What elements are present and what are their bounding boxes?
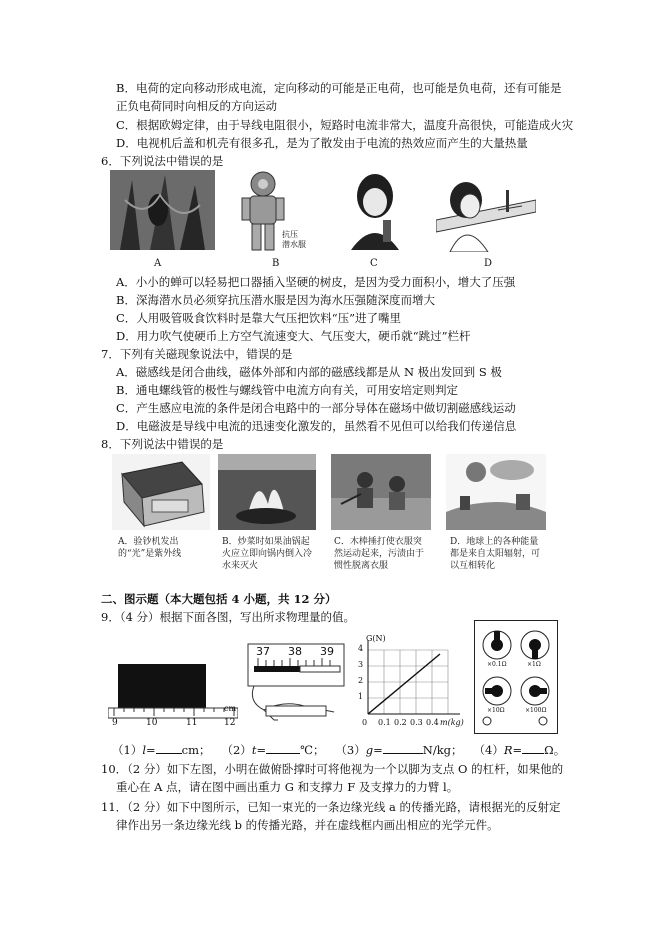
- person-drinking-image: [343, 170, 407, 250]
- answer-4-prefix: （4）: [473, 743, 504, 757]
- q7-option-d: D．电磁波是导线中电流的迅速变化激发的，虽然看不见但可以给我们传递信息: [116, 419, 517, 433]
- q6-stem: 6．下列说法中错误的是: [101, 154, 224, 168]
- q7-option-c: C．产生感应电流的条件是闭合电路中的一部分导体在磁场中做切割磁感线运动: [116, 401, 516, 415]
- ruler-tick-12: 12: [224, 718, 236, 728]
- graph-xtick-2: 0.2: [394, 718, 407, 727]
- q5-option-b-line1: B．电荷的定向移动形成电流，定向移动的可能是正电荷，也可能是负电荷，还有可能是: [116, 81, 562, 95]
- q7-option-b: B．通电螺线管的极性与螺线管中电流方向有关，可用安培定则判定: [116, 383, 458, 397]
- q10-line2: 重心在 A 点，请在图中画出重力 G 和支撑力 F 及支撑力的力臂 l。: [116, 780, 459, 794]
- answer-4-unit: Ω。: [544, 743, 566, 757]
- q8-stem: 8．下列说法中错误的是: [101, 437, 224, 451]
- q5-option-b-line2: 正负电荷同时向相反的方向运动: [116, 99, 277, 113]
- q8-caption-a: A．验钞机发出的“光”是紫外线: [118, 537, 182, 559]
- ruler-tick-10: 10: [146, 718, 158, 728]
- q6-figure-d-coin: [436, 170, 536, 252]
- thermo-tick-37: 37: [256, 645, 270, 658]
- q9-thermometer-figure: [244, 640, 348, 724]
- answer-3-unit: N/kg；: [422, 743, 463, 757]
- answer-3-eq: =: [373, 743, 383, 757]
- graph-xtick-3: 0.3: [410, 718, 423, 727]
- graph-xlabel: m(kg): [440, 718, 464, 727]
- ruler-unit: cm: [224, 704, 237, 713]
- multiplier-1: ×1Ω: [527, 661, 541, 668]
- answer-4-blank[interactable]: [522, 742, 544, 754]
- answer-1-prefix: （1）: [112, 743, 143, 757]
- answer-4-eq: =: [512, 743, 523, 757]
- q6-option-c: C．人用吸管吸食饮料时是靠大气压把饮料“压”进了嘴里: [116, 311, 402, 325]
- q10-line1: 10．（2 分）如下左图，小明在做俯卧撑时可将他视为一个以脚为支点 O 的杠杆，如果他的: [101, 762, 564, 776]
- q11-line2: 律作出另一条边缘光线 b 的传播光路，并在虚线框内画出相应的光学元件。: [116, 818, 499, 832]
- graph-ytick-4: 4: [358, 644, 364, 653]
- q6-option-b: B．深海潜水员必须穿抗压潜水服是因为海水压强随深度而增大: [116, 293, 435, 307]
- graph-ytick-1: 1: [358, 692, 364, 701]
- answer-1-eq: =: [146, 743, 156, 757]
- thermo-tick-38: 38: [288, 645, 302, 658]
- cicada-tree-image: [110, 170, 215, 250]
- q6-figure-a-cicada: [110, 170, 215, 250]
- q8-caption-b: B．炒菜时如果油锅起火应立即向锅内倒入冷水来灭火: [222, 537, 313, 571]
- ruler-with-block: [108, 660, 238, 732]
- q5-option-c: C．根据欧姆定律，由于导线电阻很小，短路时电流非常大，温度升高很快，可能造成火灾: [116, 118, 574, 132]
- multiplier-2: ×10Ω: [487, 707, 505, 714]
- blowing-coin-image: [436, 170, 536, 252]
- money-detector-image: [112, 454, 210, 530]
- q9-graph-figure: [352, 634, 468, 738]
- multiplier-0: ×0.1Ω: [487, 661, 507, 668]
- diver-label-1: 抗压: [282, 230, 298, 239]
- q6-label-d: D: [484, 258, 493, 269]
- q7-option-a: A．磁感线是闭合曲线，磁体外部和内部的磁感线都是从 N 极出发回到 S 极: [116, 365, 502, 379]
- q8-caption-c: C．木棒捶打使衣服突然运动起来，污渍由于惯性脱离衣服: [334, 537, 425, 571]
- solar-energy-image: [446, 454, 546, 530]
- q6-figure-c-straw: [343, 170, 407, 250]
- answer-2-var: t: [251, 743, 257, 757]
- q9-stem: 9．（4 分）根据下面各图，写出所求物理量的值。: [101, 610, 356, 624]
- answer-4-var: R: [503, 743, 513, 757]
- q8-figure-a-money-detector: [112, 454, 210, 530]
- q8-caption-d: D．地球上的各种能量都是来自太阳辐射，可以互相转化: [450, 537, 541, 571]
- q8-figure-b-oil-fire: [218, 454, 316, 530]
- q6-label-a: A: [154, 258, 162, 269]
- q8-figure-d-solar-energy: [446, 454, 546, 530]
- graph-ytick-2: 2: [358, 676, 364, 685]
- ruler-tick-9: 9: [112, 718, 118, 728]
- q9-resistance-box: [474, 620, 558, 734]
- q9-ruler-figure: [108, 660, 238, 732]
- q6-label-c: C: [370, 258, 378, 269]
- mercury-column: [254, 666, 300, 672]
- graph-line: [368, 654, 440, 714]
- thermo-tick-39: 39: [320, 645, 334, 658]
- answer-2-unit: ℃；: [300, 743, 325, 757]
- oil-fire-image: [218, 454, 316, 530]
- ruler-tick-11: 11: [186, 718, 198, 728]
- answer-3-blank[interactable]: [383, 742, 423, 754]
- answer-3-var: g: [365, 743, 374, 757]
- answer-2-prefix: （2）: [221, 743, 252, 757]
- graph-xtick-0: 0: [362, 718, 368, 727]
- multiplier-3: ×100Ω: [525, 707, 547, 714]
- answer-1-unit: cm；: [181, 743, 211, 757]
- measured-block: [118, 664, 206, 708]
- graph-ytick-3: 3: [358, 660, 364, 669]
- q6-figure-b-diver: [238, 170, 308, 254]
- q9-answer-line: [112, 742, 565, 758]
- q8-figure-c-washing: [331, 454, 431, 530]
- q6-option-d: D．用力吹气使硬币上方空气流速变大、气压变大，硬币就“跳过”栏杆: [116, 329, 471, 343]
- answer-2-blank[interactable]: [266, 742, 300, 754]
- answer-1-var: l: [142, 743, 147, 757]
- diver-label-2: 潜水服: [282, 240, 306, 249]
- resistance-box-dials: [475, 621, 557, 733]
- answer-3-prefix: （3）: [335, 743, 366, 757]
- answer-2-eq: =: [256, 743, 267, 757]
- q11-line1: 11．（2 分）如下中图所示，已知一束光的一条边缘光线 a 的传播光路，请根据光的反射定: [101, 800, 561, 814]
- q6-label-b: B: [272, 258, 280, 269]
- washing-clothes-image: [331, 454, 431, 530]
- graph-xtick-4: 0.4: [426, 718, 439, 727]
- graph-ylabel: G(N): [366, 634, 386, 643]
- q5-option-d: D．电视机后盖和机壳有很多孔，是为了散发由于电流的热效应而产生的大量热量: [116, 136, 528, 150]
- q7-stem: 7．下列有关磁现象说法中，错误的是: [101, 347, 293, 361]
- q6-option-a: A．小小的蝉可以轻易把口器插入坚硬的树皮，是因为受力面积小，增大了压强: [116, 275, 516, 289]
- answer-1-blank[interactable]: [156, 742, 182, 754]
- graph-xtick-1: 0.1: [378, 718, 391, 727]
- section-2-heading: 二、图示题（本大题包括 4 小题，共 12 分）: [101, 592, 337, 606]
